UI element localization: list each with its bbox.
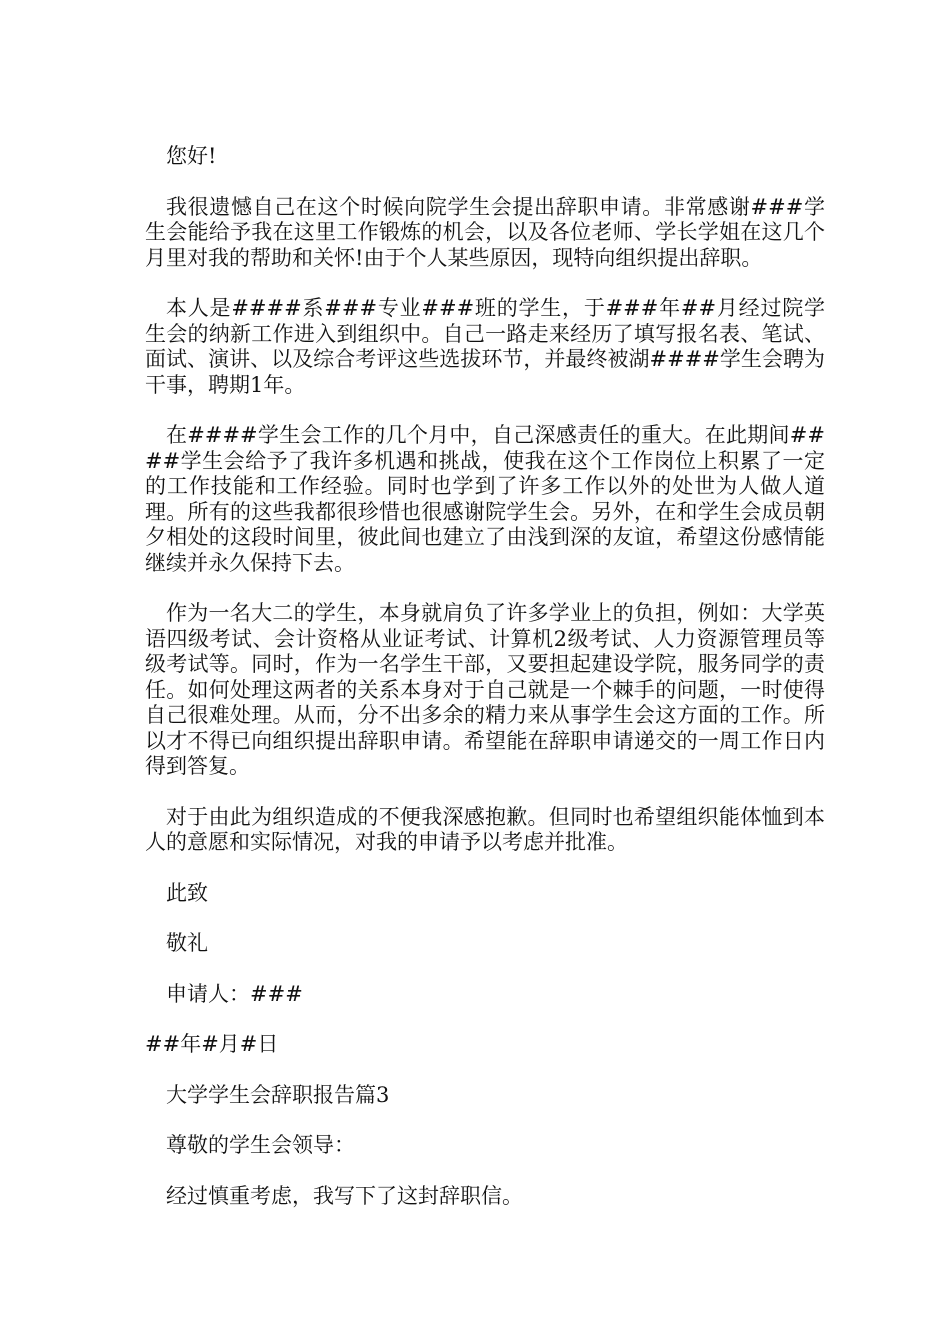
applicant-signature: 申请人：### [166,981,303,1006]
letter-paragraph-3: 在####学生会工作的几个月中，自己深感责任的重大。在此期间####学生会给予了我许多机遇和挑战，使我在这个工作岗位上积累了一定的工作技能和工作经验。同时也学到了许多工作以外的处世为人做人道理。所有的这些我都很珍惜也很感谢院学生会。另外，在和学生会成员朝夕相处的这段时间里，彼此间也建立了由浅到深的友谊，希望这份感情能继续并永久保持下去。 [145,423,825,575]
section-heading: 大学学生会辞职报告篇3 [166,1082,390,1107]
document-page [145,144,825,1209]
letter-greeting: 您好! [166,144,217,168]
closing-salute: 敬礼 [166,931,208,955]
section-salutation: 尊敬的学生会领导： [166,1133,355,1157]
letter-paragraph-1: 我很遗憾自己在这个时候向院学生会提出辞职申请。非常感谢###学生会能给予我在这里工作锻炼的机会，以及各位老师、学长学姐在这几个月里对我的帮助和关怀!由于个人某些原因，现特向组织提出辞职。 [145,194,825,270]
letter-paragraph-2: 本人是####系###专业###班的学生，于###年##月经过院学生会的纳新工作进入到组织中。自己一路走来经历了填写报名表、笔试、面试、演讲、以及综合考评这些选拔环节，并最终被湖####学生会聘为干事，聘期1年。 [145,296,825,397]
closing-respectfully: 此致 [166,880,208,905]
letter-date: ##年#月#日 [145,1032,279,1056]
letter-paragraph-5: 对于由此为组织造成的不便我深感抱歉。但同时也希望组织能体恤到本人的意愿和实际情况，对我的申请予以考虑并批准。 [145,804,825,854]
letter-paragraph-4: 作为一名大二的学生，本身就肩负了许多学业上的负担，例如：大学英语四级考试、会计资格从业证考试、计算机2级考试、人力资源管理员等级考试等。同时，作为一名学生干部，又要担起建设学院，服务同学的责任。如何处理这两者的关系本身对于自己就是一个棘手的问题，一时使得自己很难处理。从而，分不出多余的精力来从事学生会这方面的工作。所以才不得已向组织提出辞职申请。希望能在辞职申请递交的一周工作日内得到答复。 [145,601,825,778]
section-first-line: 经过慎重考虑，我写下了这封辞职信。 [166,1183,523,1208]
